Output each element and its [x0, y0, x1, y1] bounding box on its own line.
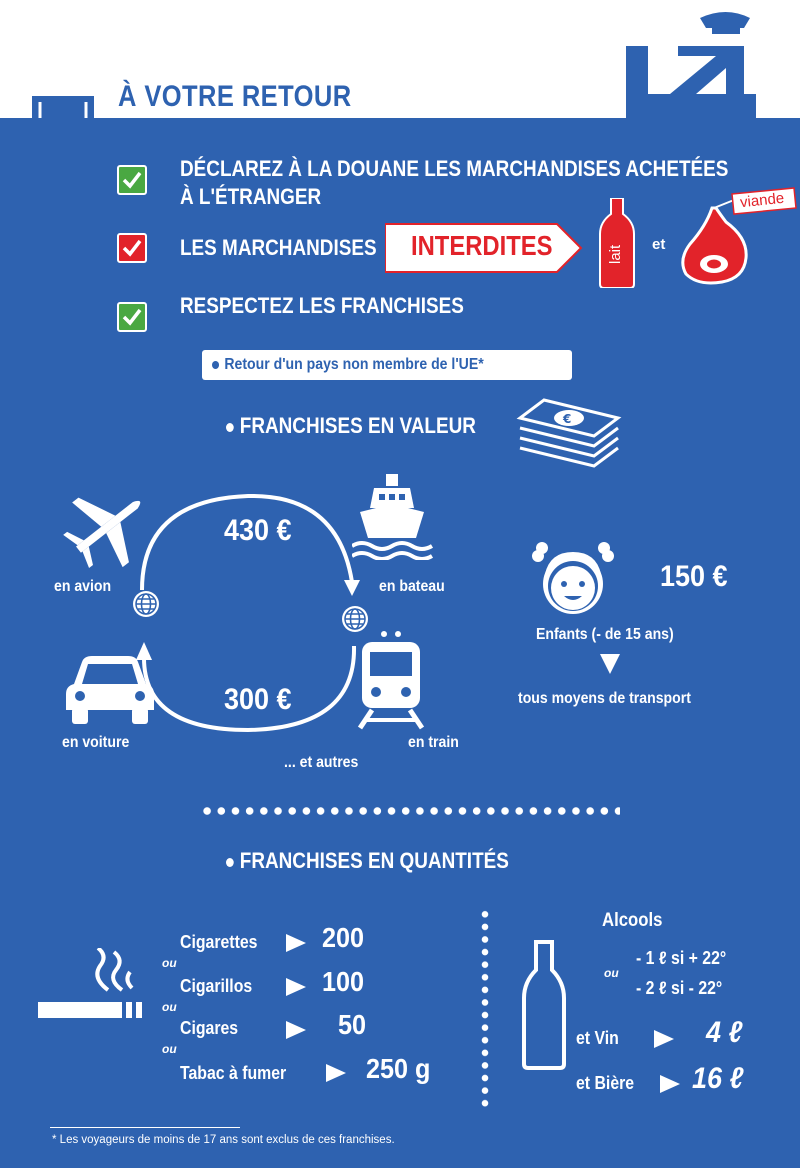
ou-text: ou	[604, 966, 619, 980]
label-voiture: en voiture	[62, 734, 130, 751]
arrow-down-icon	[600, 654, 620, 674]
milk-bottle-icon: lait	[598, 198, 636, 293]
amount-children: 150 €	[660, 560, 728, 593]
check-icon	[117, 233, 147, 263]
checklist-item-declare: DÉCLAREZ À LA DOUANE LES MARCHANDISES ACHETÉES À L'ÉTRANGER	[180, 156, 729, 209]
arrow-right-icon	[660, 1075, 680, 1093]
tobacco-label-cigarettes: Cigarettes	[180, 932, 258, 952]
arrow-right-icon	[286, 978, 306, 996]
train-icon	[356, 630, 426, 735]
ou-text: ou	[162, 1042, 177, 1056]
child-icon	[530, 538, 616, 625]
alcohol-rule-weak: - 2 ℓ si - 22°	[636, 978, 723, 998]
tobacco-label-tabac: Tabac à fumer	[180, 1063, 287, 1083]
checklist-item-forbidden: LES MARCHANDISES	[180, 235, 377, 260]
label-autres: ... et autres	[284, 754, 359, 771]
label-avion: en avion	[54, 578, 112, 595]
ou-text: ou	[162, 956, 177, 970]
checklist-item-franchises: RESPECTEZ LES FRANCHISES	[180, 293, 464, 318]
biere-value: 16 ℓ	[692, 1062, 744, 1095]
ship-icon	[352, 474, 434, 565]
check-icon	[117, 302, 147, 332]
customs-officer-icon	[620, 6, 770, 123]
tobacco-value-cigares: 50	[338, 1009, 367, 1040]
tobacco-label-cigarillos: Cigarillos	[180, 976, 253, 996]
vin-value: 4 ℓ	[706, 1016, 743, 1049]
tobacco-value-tabac: 250 g	[366, 1053, 431, 1084]
biere-label: et Bière	[576, 1073, 635, 1093]
banknotes-icon	[514, 396, 624, 473]
alcohol-rule-strong: - 1 ℓ si + 22°	[636, 948, 727, 968]
alcools-title: Alcools	[602, 910, 663, 931]
label-children: Enfants (- de 15 ans)	[536, 626, 674, 643]
ou-text: ou	[162, 1000, 177, 1014]
amount-air-sea: 430 €	[224, 514, 292, 547]
and-text: et	[652, 236, 666, 253]
forbidden-badge: INTERDITES	[385, 222, 585, 279]
page-title: À VOTRE RETOUR	[118, 80, 352, 113]
ham-icon: viande	[676, 186, 800, 291]
arrow-right-icon	[654, 1030, 674, 1048]
tobacco-value-cigarettes: 200	[322, 922, 365, 953]
label-train: en train	[408, 734, 459, 751]
amount-land: 300 €	[224, 683, 292, 716]
car-icon	[66, 654, 154, 731]
footnote: * Les voyageurs de moins de 17 ans sont exclus de ces franchises.	[52, 1134, 395, 1146]
arrow-right-icon	[326, 1064, 346, 1082]
cigarette-icon	[38, 948, 148, 1025]
dotted-divider	[200, 806, 620, 816]
tobacco-label-cigares: Cigares	[180, 1018, 239, 1038]
label-children-transport: tous moyens de transport	[518, 690, 691, 707]
arrow-right-icon	[286, 1021, 306, 1039]
vin-label: et Vin	[576, 1028, 619, 1048]
section-heading-quantites: FRANCHISES EN QUANTITÉS	[226, 848, 509, 874]
globe-icon	[131, 589, 161, 624]
vertical-dotted-divider	[480, 908, 490, 1108]
check-icon	[117, 165, 147, 195]
section-heading-valeur: FRANCHISES EN VALEUR	[226, 413, 476, 439]
tobacco-value-cigarillos: 100	[322, 966, 365, 997]
retour-badge: Retour d'un pays non membre de l'UE*	[202, 350, 572, 380]
svg-text:€: €	[563, 412, 572, 426]
airplane-icon	[62, 480, 158, 575]
wine-bottle-icon	[522, 940, 566, 1075]
footnote-rule	[50, 1127, 240, 1128]
arrow-right-icon	[286, 934, 306, 952]
label-bateau: en bateau	[379, 578, 445, 595]
